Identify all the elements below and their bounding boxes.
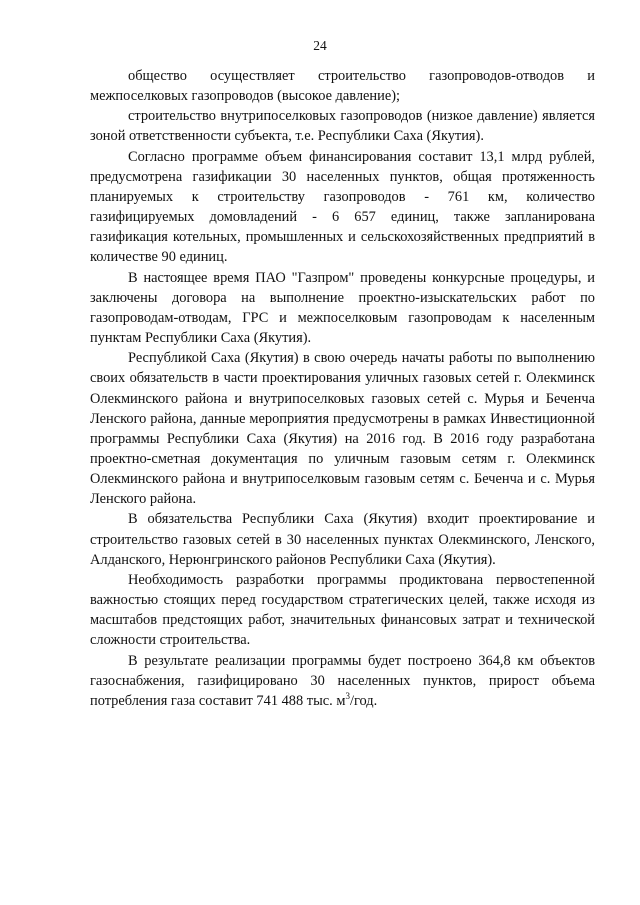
paragraph-republic-responsibility: строительство внутрипоселковых газопроводов (низкое давление) является зоной ответственности субъекта, т.е. Республики Саха (Якутия).	[90, 108, 595, 145]
paragraph-republic-design-works: Республикой Саха (Якутия) в свою очередь начаты работы по выполнению своих обязательств в части проектирования уличных газовых сетей г. Олекминск Олекминского района и внутрипоселковых газовых сетей с. Мурья и Беченча Ленского района, данные мероприятия предусмотрены в рамках Инвестиционной программы Республики Саха (Якутия) на 2016 год. В 2016 году разработана проектно-сметная документация по уличным газовым сетям г. Олекминск Олекминского района и внутрипоселковым газовым сетям с. Беченча и с. Мурья Ленского района.	[90, 350, 595, 508]
document-body	[90, 66, 595, 711]
paragraph-gazprom-responsibility: общество осуществляет строительство газопроводов-отводов и межпоселковых газопроводов (высокое давление);	[90, 68, 595, 105]
paragraph-program-results	[90, 651, 595, 711]
paragraph-program-financing: Согласно программе объем финансирования составит 13,1 млрд рублей, предусмотрена газификации 30 населенных пунктов, общая протяженность планируемых к строительству газопроводов - 761 км, количество газифицируемых домовладений - 6 657 единиц, также запланирована газификация котельных, промышленных и сельскохозяйственных предприятий в количестве 90 единиц.	[90, 148, 595, 266]
results-text: В результате реализации программы будет построено 364,8 км объектов газоснабжения, газифицировано 30 населенных пунктов, прирост объема потребления газа составит 741 488 тыс. м	[90, 652, 595, 709]
paragraph-program-necessity: Необходимость разработки программы продиктована первостепенной важностью стоящих перед государством стратегических целей, также исходя из масштабов предстоящих работ, значительных финансовых затрат и технической сложности строительства.	[90, 571, 595, 649]
paragraph-republic-obligations: В обязательства Республики Саха (Якутия) входит проектирование и строительство газовых сетей в 30 населенных пунктах Олекминского, Ленского, Алданского, Нерюнгринского районов Республики Саха (Якутия).	[90, 511, 595, 568]
results-tail: /год.	[349, 692, 378, 709]
cubic-superscript: 3	[345, 691, 350, 702]
paragraph-gazprom-procedures: В настоящее время ПАО "Газпром" проведены конкурсные процедуры, и заключены договора на выполнение проектно-изыскательских работ по газопроводам-отводам, ГРС и межпоселковым газопроводам к населенным пунктам Республики Саха (Якутия).	[90, 269, 595, 347]
page-number: 24	[313, 38, 327, 53]
